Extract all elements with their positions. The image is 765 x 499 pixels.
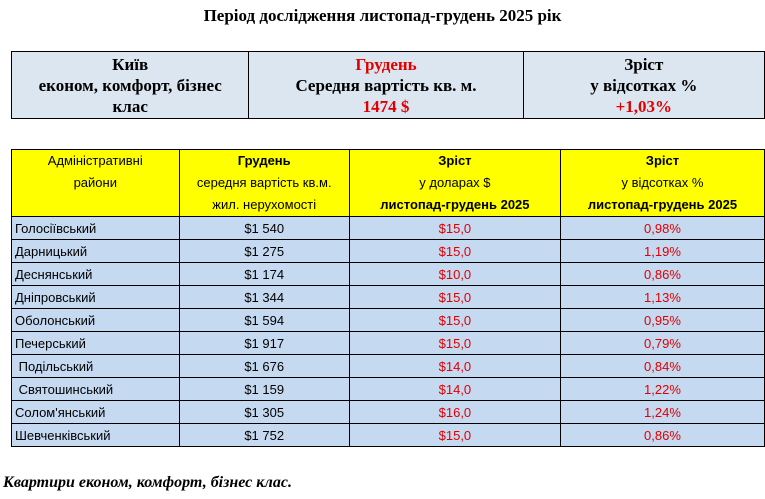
header-district: Адміністративні райони [12, 150, 180, 217]
growth-pct-cell: 0,95% [560, 309, 764, 332]
district-name: Оболонський [12, 309, 180, 332]
growth-pct-cell: 1,19% [560, 240, 764, 263]
summary-table [11, 51, 765, 119]
header-growth-pct: Зріст у відсотках % листопад-грудень 2025 [560, 150, 764, 217]
growth-pct-cell: 0,84% [560, 355, 764, 378]
header-price: Грудень середня вартість кв.м. жил. нерухомості [179, 150, 349, 217]
growth-usd-cell: $14,0 [349, 378, 560, 401]
growth-pct-cell: 0,86% [560, 424, 764, 447]
growth-usd-cell: $15,0 [349, 217, 560, 240]
table-row [12, 240, 765, 263]
price-cell: $1 917 [179, 332, 349, 355]
growth-usd-cell: $15,0 [349, 240, 560, 263]
district-name: Солом'янський [12, 401, 180, 424]
growth-pct-cell: 0,86% [560, 263, 764, 286]
table-row [12, 355, 765, 378]
summary-growth-title: Зріст [624, 54, 664, 74]
growth-pct-cell: 0,79% [560, 332, 764, 355]
table-row [12, 309, 765, 332]
price-cell: $1 676 [179, 355, 349, 378]
price-cell: $1 594 [179, 309, 349, 332]
price-cell: $1 752 [179, 424, 349, 447]
table-row [12, 401, 765, 424]
summary-price-cell [249, 52, 523, 119]
summary-segment: економ, комфорт, бізнес [38, 75, 222, 95]
growth-pct-cell: 1,22% [560, 378, 764, 401]
footnote: Квартири економ, комфорт, бізнес клас. [3, 474, 292, 491]
table-row [12, 286, 765, 309]
growth-usd-cell: $15,0 [349, 309, 560, 332]
price-cell: $1 540 [179, 217, 349, 240]
districts-table [11, 149, 765, 447]
growth-pct-cell: 1,13% [560, 286, 764, 309]
growth-pct-cell: 1,24% [560, 401, 764, 424]
growth-pct-cell: 0,98% [560, 217, 764, 240]
growth-usd-cell: $15,0 [349, 286, 560, 309]
summary-price-label: Середня вартість кв. м. [295, 75, 477, 95]
growth-usd-cell: $10,0 [349, 263, 560, 286]
price-cell: $1 159 [179, 378, 349, 401]
summary-month: Грудень [355, 54, 417, 74]
table-row [12, 424, 765, 447]
header-growth-usd: Зріст у доларах $ листопад-грудень 2025 [349, 150, 560, 217]
price-cell: $1 174 [179, 263, 349, 286]
district-name: Дніпровський [12, 286, 180, 309]
summary-city: Київ [112, 54, 149, 74]
summary-segment-cont: клас [112, 96, 148, 116]
page-title: Період дослідження листопад-грудень 2025 рік [203, 6, 562, 25]
price-cell: $1 344 [179, 286, 349, 309]
district-name: Шевченківський [12, 424, 180, 447]
table-row [12, 332, 765, 355]
district-name: Дарницький [12, 240, 180, 263]
summary-city-cell [12, 52, 249, 119]
table-row [12, 217, 765, 240]
table-row [12, 263, 765, 286]
summary-growth-label: у відсотках % [590, 75, 698, 95]
table-row [12, 378, 765, 401]
price-cell: $1 275 [179, 240, 349, 263]
district-name: Подільський [12, 355, 180, 378]
district-name: Святошинський [12, 378, 180, 401]
price-cell: $1 305 [179, 401, 349, 424]
summary-price-value: 1474 $ [362, 96, 410, 116]
district-name: Печерський [12, 332, 180, 355]
summary-growth-value: +1,03% [615, 96, 673, 116]
district-name: Деснянський [12, 263, 180, 286]
summary-growth-cell [523, 52, 764, 119]
growth-usd-cell: $15,0 [349, 332, 560, 355]
growth-usd-cell: $16,0 [349, 401, 560, 424]
table-header-row [12, 150, 765, 217]
growth-usd-cell: $14,0 [349, 355, 560, 378]
growth-usd-cell: $15,0 [349, 424, 560, 447]
district-name: Голосіївський [12, 217, 180, 240]
